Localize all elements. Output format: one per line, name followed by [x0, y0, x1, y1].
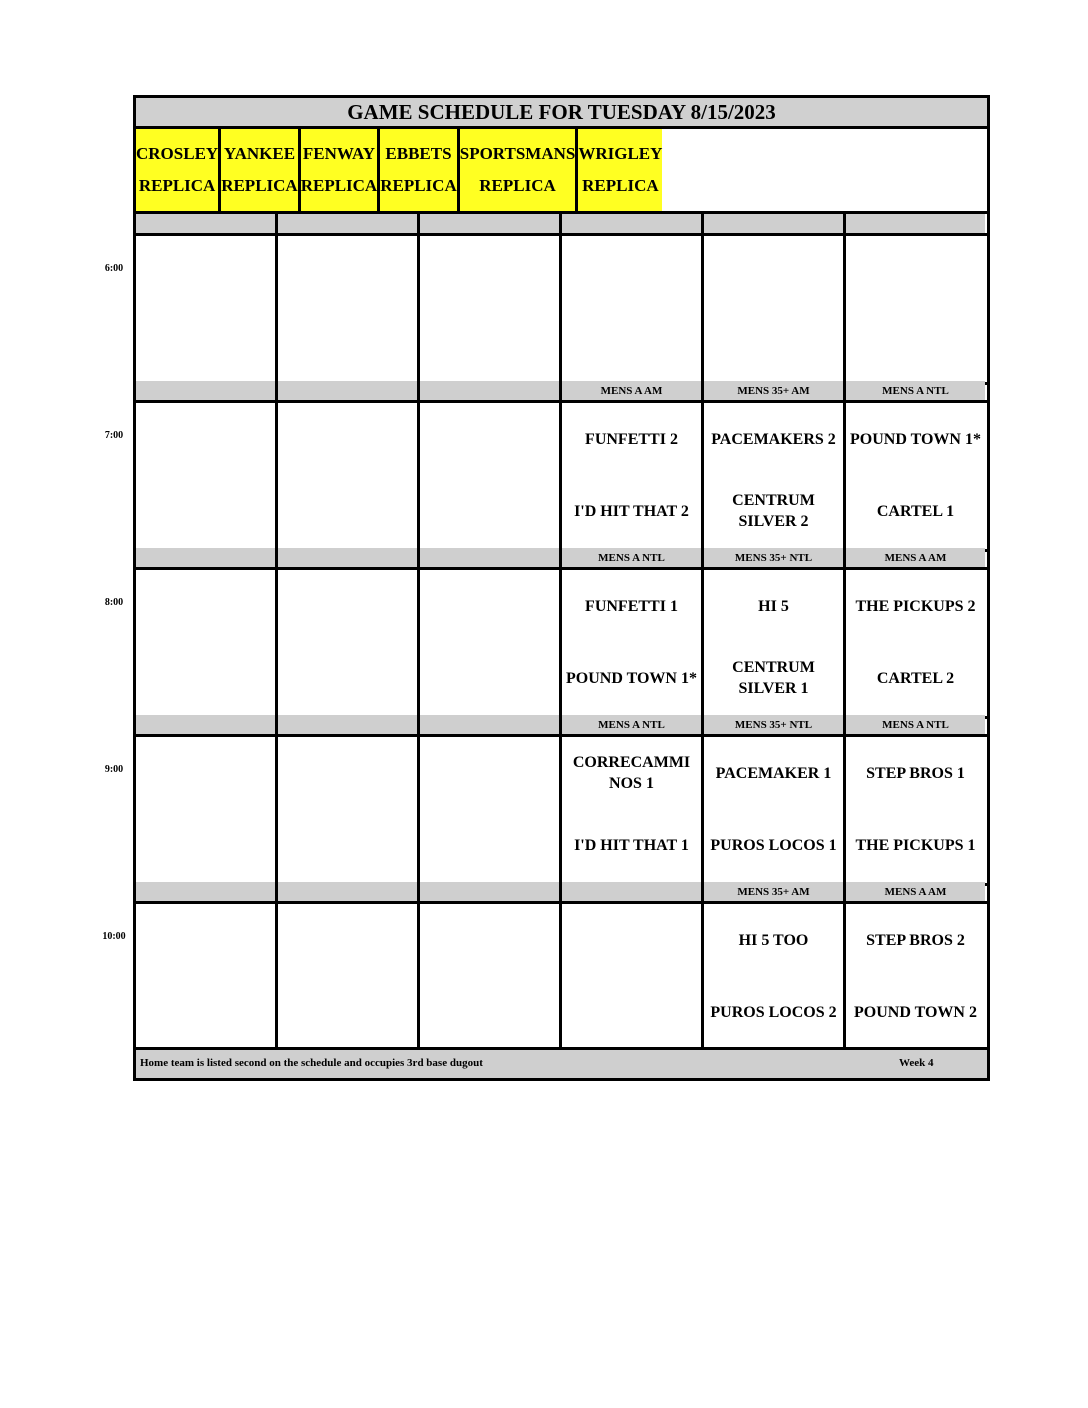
schedule-footer [136, 1047, 987, 1078]
game-cell [846, 236, 985, 382]
division-label: MENS A NTL [846, 381, 985, 400]
field-sub: REPLICA [300, 176, 378, 195]
home-team [346, 976, 350, 1048]
game-cell [846, 904, 985, 1050]
field-name: EBBETS [385, 144, 452, 163]
away-team [488, 403, 492, 475]
away-team [630, 236, 634, 308]
week-label: Week 4 [899, 1057, 934, 1069]
schedule-table [133, 95, 990, 1081]
home-team [204, 308, 208, 380]
field-sub: REPLICA [582, 176, 659, 195]
home-team: CARTEL 1 [876, 502, 955, 520]
division-label [136, 381, 278, 400]
home-team: I'D HIT THAT 1 [574, 836, 689, 854]
home-team [488, 475, 492, 547]
time-slot-row [136, 737, 987, 886]
game-cell [420, 236, 562, 382]
field-name: WRIGLEY [578, 144, 663, 163]
home-team: CARTEL 2 [876, 669, 955, 687]
home-team [630, 308, 634, 380]
home-team [488, 642, 492, 714]
away-team [488, 904, 492, 976]
away-team: FUNFETTI 2 [585, 430, 678, 448]
division-label [278, 882, 420, 901]
division-row [136, 882, 987, 904]
away-team: PACEMAKERS 2 [711, 430, 836, 448]
away-team [204, 403, 208, 475]
division-label: MENS 35+ NTL [704, 548, 846, 567]
field-sub: REPLICA [479, 176, 556, 195]
game-cell [136, 904, 278, 1050]
division-label: MENS A AM [846, 548, 985, 567]
away-team: HI 5 [758, 597, 789, 615]
away-team [346, 570, 350, 642]
game-cell [420, 737, 562, 883]
division-label [562, 882, 704, 901]
division-label: MENS A NTL [846, 715, 985, 734]
away-team [630, 904, 634, 976]
game-cell [704, 737, 846, 883]
field-header-sportsmans [460, 129, 579, 211]
division-label [420, 214, 562, 233]
away-team [488, 570, 492, 642]
field-name: SPORTSMANS [459, 144, 576, 163]
division-label: MENS A AM [562, 381, 704, 400]
home-team [630, 976, 634, 1048]
home-team: CENTRUM SILVER 2 [732, 492, 815, 530]
schedule-title: GAME SCHEDULE FOR TUESDAY 8/15/2023 [136, 98, 987, 129]
division-label [136, 548, 278, 567]
game-cell [278, 737, 420, 883]
game-cell [704, 403, 846, 549]
division-row [136, 214, 987, 236]
away-team: STEP BROS 2 [866, 931, 965, 949]
game-cell [278, 570, 420, 716]
division-label [278, 214, 420, 233]
time-label: 10:00 [102, 931, 126, 942]
home-team [204, 809, 208, 881]
game-cell [562, 570, 704, 716]
division-label [136, 214, 278, 233]
game-cell [278, 904, 420, 1050]
division-label [278, 548, 420, 567]
division-label [136, 882, 278, 901]
game-cell [278, 236, 420, 382]
division-label [420, 548, 562, 567]
division-label: MENS 35+ NTL [704, 715, 846, 734]
game-cell [420, 570, 562, 716]
game-cell [278, 403, 420, 549]
division-label [846, 214, 985, 233]
away-team: THE PICKUPS 2 [855, 597, 976, 615]
home-team: PUROS LOCOS 1 [710, 836, 837, 854]
game-cell [562, 403, 704, 549]
away-team: STEP BROS 1 [866, 764, 965, 782]
home-team: I'D HIT THAT 2 [574, 502, 689, 520]
away-team [346, 737, 350, 809]
away-team: PACEMAKER 1 [715, 764, 832, 782]
game-cell [420, 403, 562, 549]
game-cell [846, 570, 985, 716]
field-header-yankee [221, 129, 301, 211]
home-team [346, 308, 350, 380]
away-team [346, 403, 350, 475]
game-cell [704, 570, 846, 716]
game-cell [136, 236, 278, 382]
home-team [488, 308, 492, 380]
game-cell [846, 737, 985, 883]
field-header-fenway [301, 129, 381, 211]
home-team [346, 642, 350, 714]
time-label: 6:00 [104, 263, 124, 274]
game-cell [562, 737, 704, 883]
division-label [278, 381, 420, 400]
field-header-ebbets [380, 129, 460, 211]
division-label [420, 715, 562, 734]
game-cell [136, 403, 278, 549]
division-row [136, 715, 987, 737]
game-cell [136, 570, 278, 716]
field-name: FENWAY [302, 144, 376, 163]
field-sub: REPLICA [221, 176, 298, 195]
away-team: POUND TOWN 1* [850, 430, 981, 448]
home-team [346, 475, 350, 547]
away-team [772, 236, 776, 308]
division-label: MENS 35+ AM [704, 882, 846, 901]
home-team: THE PICKUPS 1 [855, 836, 976, 854]
time-slot-row [136, 236, 987, 385]
home-team: CENTRUM SILVER 1 [732, 659, 815, 697]
away-team: CORRECAMMI NOS 1 [572, 754, 691, 792]
game-cell [420, 904, 562, 1050]
game-cell [704, 236, 846, 382]
game-cell [562, 904, 704, 1050]
division-label [420, 381, 562, 400]
home-team [204, 642, 208, 714]
away-team: FUNFETTI 1 [585, 597, 678, 615]
home-team [488, 976, 492, 1048]
away-team [914, 236, 918, 308]
division-label [420, 882, 562, 901]
away-team [204, 737, 208, 809]
division-label: MENS A NTL [562, 548, 704, 567]
field-sub: REPLICA [380, 176, 457, 195]
division-row [136, 548, 987, 570]
home-team [346, 809, 350, 881]
away-team [488, 236, 492, 308]
division-label: MENS A AM [846, 882, 985, 901]
time-label: 8:00 [104, 597, 124, 608]
division-label [278, 715, 420, 734]
away-team [346, 904, 350, 976]
division-label [704, 214, 846, 233]
division-label [562, 214, 704, 233]
away-team [346, 236, 350, 308]
away-team [204, 904, 208, 976]
game-cell [846, 403, 985, 549]
field-header-row [136, 129, 987, 214]
home-team: POUND TOWN 2 [854, 1003, 977, 1021]
home-team [204, 475, 208, 547]
away-team [488, 737, 492, 809]
home-team [772, 308, 776, 380]
time-slot-row [136, 403, 987, 552]
home-team-note: Home team is listed second on the schedule and occupies 3rd base dugout [140, 1057, 483, 1069]
game-cell [562, 236, 704, 382]
division-label: MENS 35+ AM [704, 381, 846, 400]
home-team [204, 976, 208, 1048]
division-row [136, 381, 987, 403]
field-name: YANKEE [223, 144, 296, 163]
time-label: 7:00 [104, 430, 124, 441]
time-slot-row [136, 570, 987, 719]
away-team: HI 5 TOO [738, 931, 809, 949]
home-team: PUROS LOCOS 2 [710, 1003, 837, 1021]
home-team [914, 308, 918, 380]
division-label: MENS A NTL [562, 715, 704, 734]
home-team [488, 809, 492, 881]
away-team [204, 236, 208, 308]
field-header-crosley [136, 129, 221, 211]
field-name: CROSLEY [136, 144, 219, 163]
game-cell [136, 737, 278, 883]
time-slot-row [136, 904, 987, 1053]
game-cell [704, 904, 846, 1050]
field-sub: REPLICA [138, 176, 216, 195]
division-label [136, 715, 278, 734]
field-header-wrigley [578, 129, 662, 211]
away-team [204, 570, 208, 642]
home-team: POUND TOWN 1* [566, 669, 697, 687]
time-label: 9:00 [104, 764, 124, 775]
